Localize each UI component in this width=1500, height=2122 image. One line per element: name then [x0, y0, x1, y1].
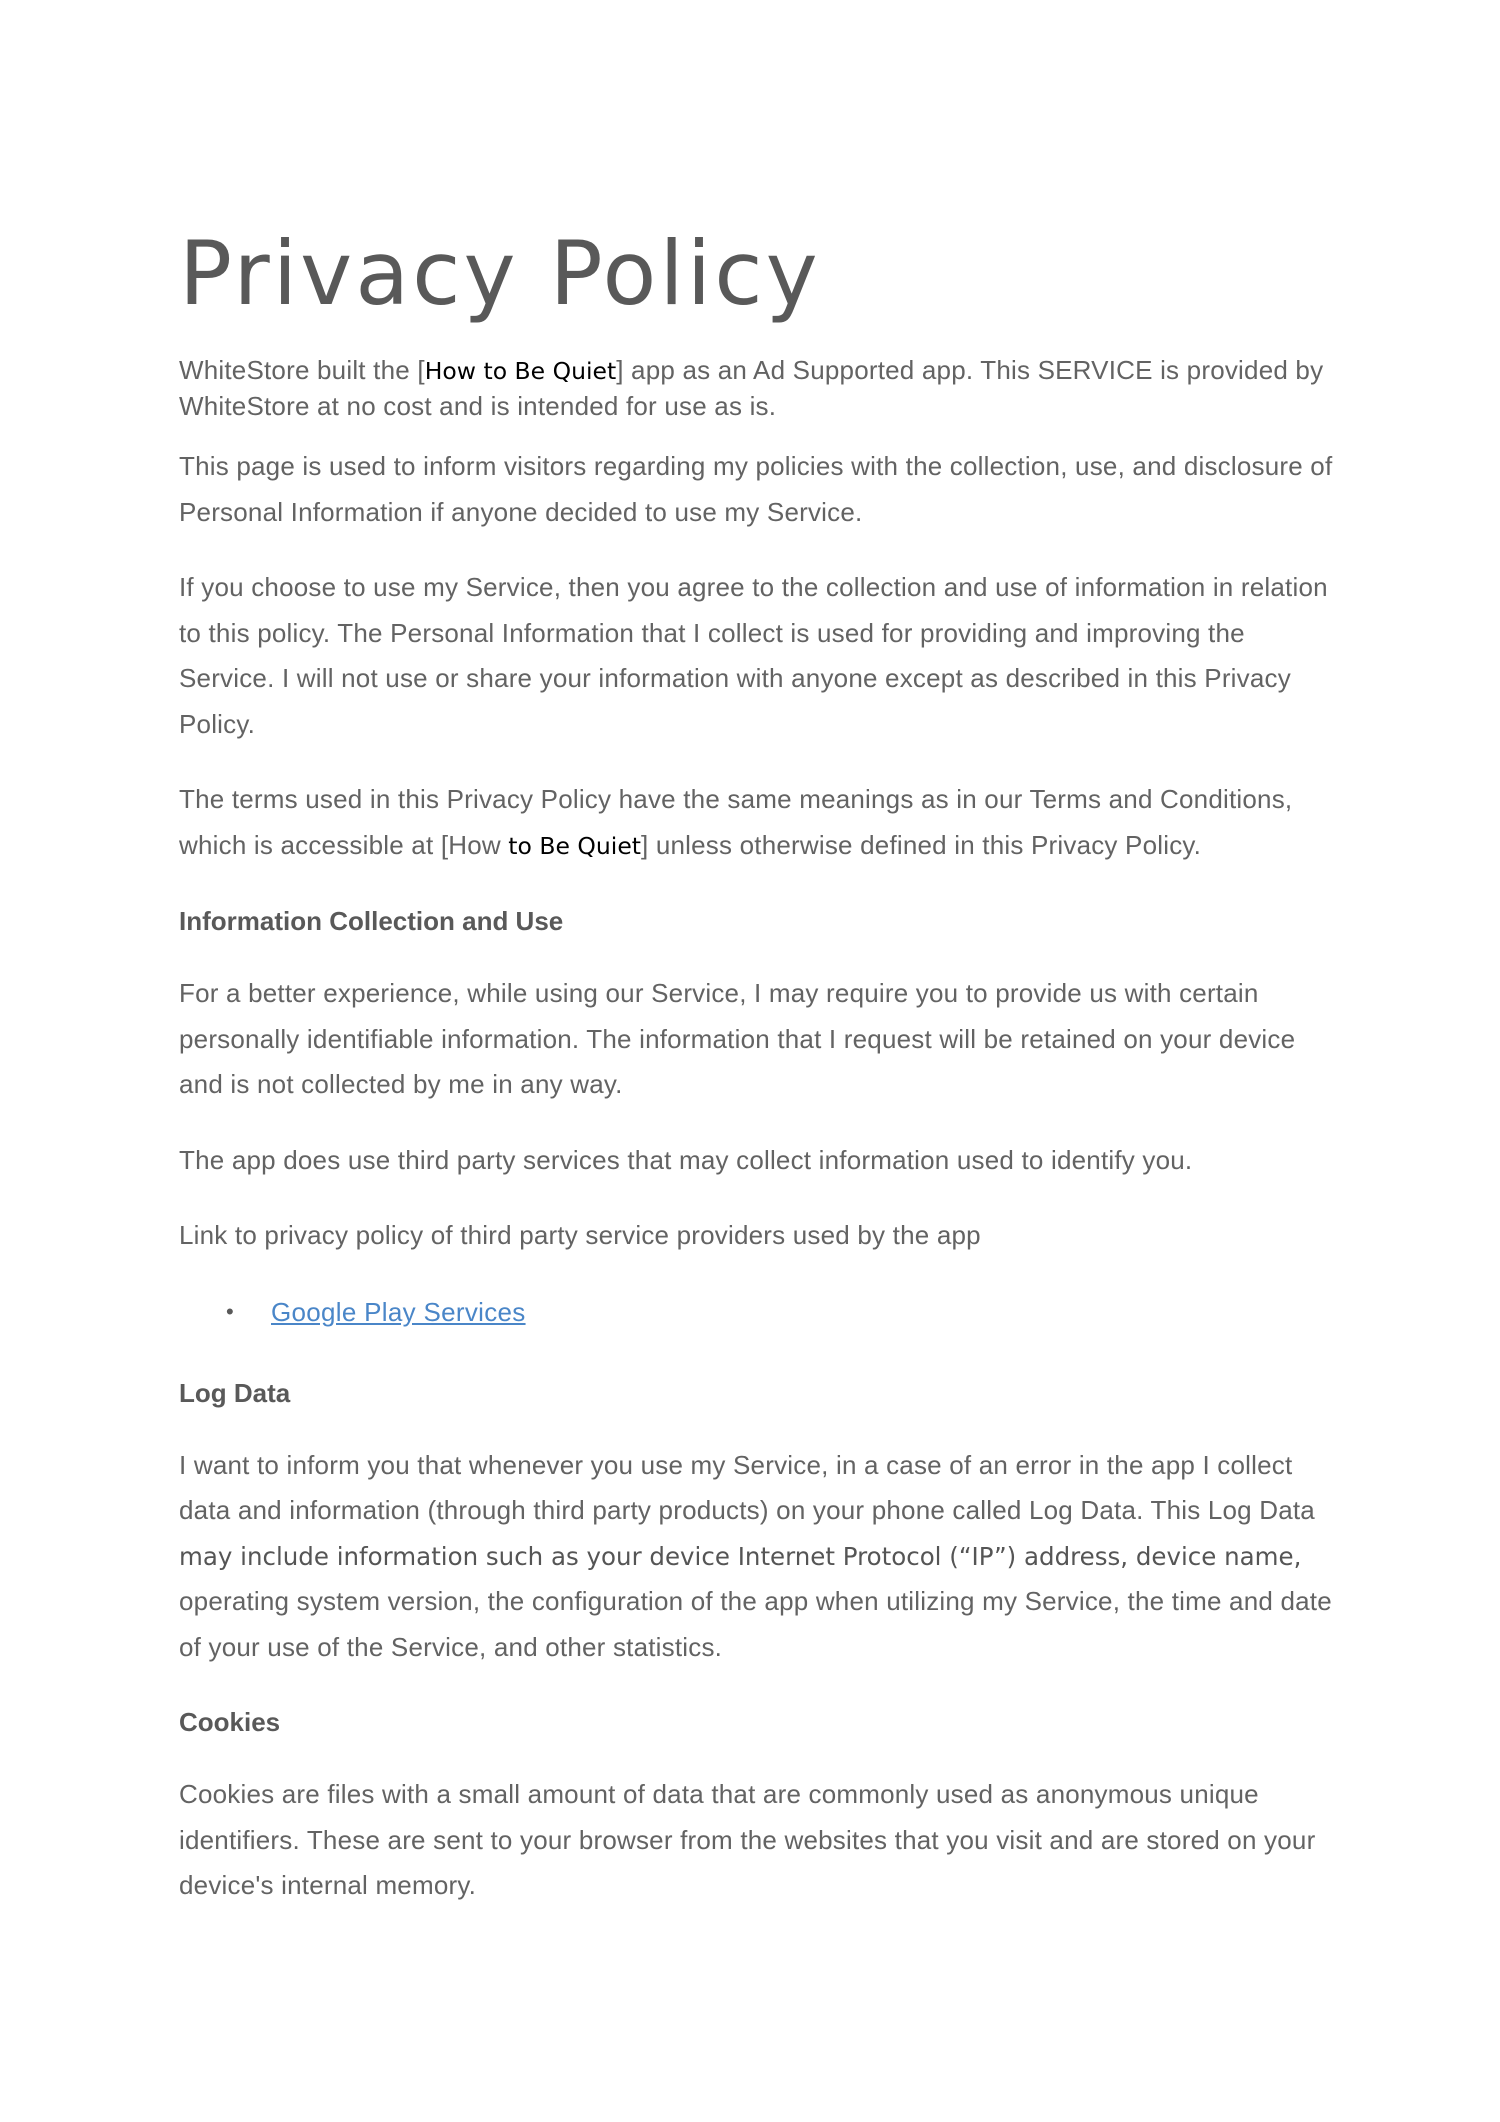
bullet-icon: • — [226, 1298, 234, 1324]
terms-paragraph — [179, 777, 1339, 869]
heading-log-data: Log Data — [179, 1377, 291, 1408]
list-item — [179, 1292, 1339, 1332]
google-play-services-link[interactable]: Google Play Services — [271, 1296, 526, 1327]
document-page — [179, 222, 1339, 1909]
log-text-start: I want to inform you that whenever you use my Service, in a case of an error in the app I collect data and information (through third party products) on your phone called Log Data. This Log Data — [179, 1449, 1315, 1525]
log-data-paragraph — [179, 1443, 1339, 1671]
heading-information-collection: Information Collection and Use — [179, 906, 564, 936]
intro-text-end: ] app as an Ad Supported app. This SERVICE is provided by WhiteStore at no cost and is intended for use as is. — [179, 355, 1324, 421]
third-party-links-list — [179, 1292, 1339, 1332]
log-text-end: operating system version, the configuration of the app when utilizing my Service, the time and date of your use of the Service, and other statistics. — [179, 1586, 1332, 1662]
intro-text-start: WhiteStore built the [ — [179, 355, 425, 385]
terms-text-start: The terms used in this Privacy Policy have the same meanings as in our Terms and Conditions, which is accessible at [How — [179, 784, 1293, 860]
agree-paragraph: If you choose to use my Service, then you agree to the collection and use of information in relation to this policy. The Personal Information that I collect is used for providing and improving the Service. I will not use or share your information with anyone except as described in this Privacy Policy. — [179, 572, 1328, 739]
experience-paragraph: For a better experience, while using our Service, I may require you to provide us with certain personally identifiable information. The information that I request will be retained on your device and is not collected by me in any way. — [179, 978, 1296, 1099]
page-title: Privacy Policy — [179, 222, 821, 325]
heading-cookies: Cookies — [179, 1707, 281, 1737]
third-party-paragraph: The app does use third party services that may collect information used to identify you. — [179, 1144, 1193, 1175]
inform-paragraph: This page is used to inform visitors regarding my policies with the collection, use, and disclosure of Personal Information if anyone decided to use my Service. — [179, 451, 1333, 527]
terms-text-end: ] unless otherwise defined in this Privacy Policy. — [641, 829, 1202, 860]
terms-app-name: to Be Quiet — [508, 831, 641, 860]
log-text-ip: may include information such as your device Internet Protocol (“IP”) address, device name, — [179, 1541, 1302, 1571]
intro-paragraph — [179, 353, 1339, 424]
link-intro-paragraph: Link to privacy policy of third party service providers used by the app — [179, 1220, 981, 1250]
cookies-paragraph: Cookies are files with a small amount of data that are commonly used as anonymous unique identifiers. These are sent to your browser from the websites that you visit and are stored on your device's internal memory. — [179, 1779, 1316, 1900]
app-name: How to Be Quiet — [424, 357, 617, 385]
